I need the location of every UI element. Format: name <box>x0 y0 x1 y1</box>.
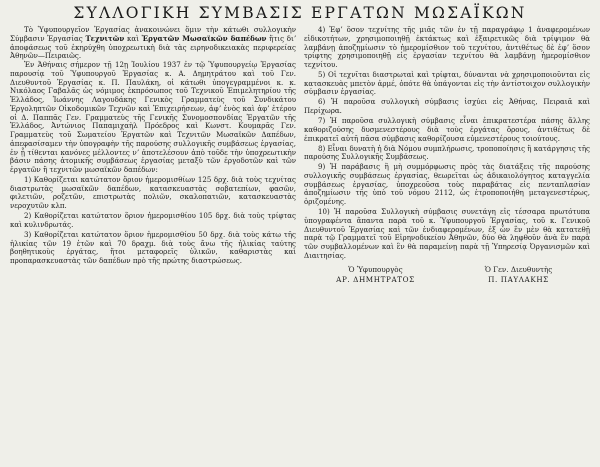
clause-6: 6) Ἡ παροῦσα συλλογικὴ σύμβασις ἰσχύει εἰς Ἀθήνας, Πειραιᾶ καὶ Περίχωρα. <box>304 97 590 116</box>
intro-text: Τὸ Ὑφυπουργεῖον Ἐργασίας ἀνακοινώνει ὅμιν τὴν κάτωθι συλλογικὴν Σύμβασιν Ἐργασίας <box>10 25 296 43</box>
signature-name-left: ΑΡ. ΔΗΜΗΤΡΑΤΟΣ <box>336 274 415 284</box>
text-columns <box>10 26 590 284</box>
signature-roles <box>304 265 590 274</box>
right-column <box>304 26 590 284</box>
clause-4: 4) Ἐφʼ ὅσον τεχνίτης τῆς μιᾶς τῶν ἐν τῇ παραγράφῳ 1 ἀναφερομένων εἰδικοτήτων, χρησιμοποιηθῇ ἐκτάκτως καὶ ἐξαιρετικῶς διὰ τρίψιμον θὰ λαμβάνῃ ἀποζημίωσιν τὸ ἡμερομίσθιον τοῦ τεχνίτου, ἀντιθέτως δὲ ἐφʼ ὅσον τρίφτης χρησιμοποιηθῇ εἰς ἐργασίαν τεχνίτου θὰ λαμβάνῃ ἡμερομίσθιον τεχνίτου. <box>304 25 590 69</box>
intro-text-end: ἥτις διʼ ἀποφάσεως τοῦ ἐκηρύχθη ὑποχρεωτικὴ διὰ τὰς ειρηνοδικειακὰς περιφερείας Ἀθηνῶν—Πειραιῶς. <box>10 33 297 61</box>
clause-7: 7) Ἡ παροῦσα συλλογικὴ σύμβασις εἶναι ἐπικρατεστέρα πάσης ἄλλης καθοριζούσης δυσμενεστέρους διὰ τοὺς ἐργάτας ὅρους, ἀντιθέτως δὲ ἐπικρατεῖ αὐτῆ πᾶσα σύμβασις καθορίζουσα εὐμενεστέρους τοιούτους. <box>304 116 590 143</box>
intro-bold-workers: Ἐργατῶν Μωσαϊκῶν δαπέδων <box>141 33 267 43</box>
clause-3: 3) Καθορίζεται κατώτατον ὅριον ἡμερομισθίου 50 δρχ. διὰ τοὺς κάτω τῆς ἡλικίας τῶν 19 ἐτῶν καὶ 70 δραχμ. διὰ τοὺς ἄνω τῆς ἡλικίας ταύτης βοηθητικοὺς ἐργάτας, ἤτοι μεταφορεῖς ὑλικῶν, καθαριστὰς καὶ προπαρασκευαστὰς τῶν δαπέδων πρὸ τῆς πρώτης διαστρώσεως. <box>10 229 296 266</box>
signature-role-right: Ὁ Γεν. Διευθυντὴς <box>484 264 553 274</box>
intro-paragraph <box>10 26 296 61</box>
clause-9: 9) Ἡ παράβασις ἢ μὴ συμμόρφωσις πρὸς τὰς διατάξεις τῆς παρούσης συλλογικῆς συμβάσεως ἐργασίας, θεωρεῖται ὡς ἀδικαιολόγητος καταγγελία συμβάσεως ἐργασίας, ὑποχρεοῦσα τοὺς παραβάτας εἰς πενταπλασίαν ἀποζημίωσιν τῆς ὑπὸ τοῦ νόμου 2112, ὡς ἐτροποποιήθη μεταγενεστέρως, ὁριζομένης. <box>304 162 590 207</box>
intro-bold-technicians: Τεχνιτῶν <box>85 33 125 43</box>
paragraph-athens: Ἐν Ἀθήναις σήμερον τῇ 12ῃ Ἰουλίου 1937 ἐν τῷ Ὑφυπουργείῳ Ἐργασίας παρουσίᾳ τοῦ Ὑφυπουργοῦ Ἐργασίας κ. Α. Δημητράτου καὶ τοῦ Γεν. Διευθυντοῦ Ἐργασίας κ. Π. Παυλάκη, οἱ κάτωθι ὑπογεγραμμένοι κ. κ. Νικόλαος Γαβαλᾶς ὡς νόμιμος ἐκπρόσωπος τοῦ Τεχνικοῦ Ἐπιμελητηρίου τῆς Ἑλλάδος, Ἰωάννης Λαγουδάκης Γενικὸς Γραμματεὺς τοῦ Συνδικάτου Ἐργοληπτῶν Οἰκοδομικῶν Τεχνῶν καὶ Ἐπιχειρήσεων, ἀφʼ ἑνὸς καὶ ἀφʼ ἑτέρου οἱ Δ. Παππᾶς Γεν. Γραμματεὺς τῆς Γενικῆς Συνομοσπονδίας Ἐργατῶν τῆς Ἑλλάδος, Ἀντώνιος Παπαμιχαὴλ Πρόεδρος καὶ Κωνστ. Κουμαρᾶς Γεν. Γραμματεὺς τοῦ Σωματείου Ἐργατῶν καὶ Τεχνιτῶν Μωσαϊκῶν Δαπέδων, ἀπεφασίσαμεν τὴν ὑπογραφὴν τῆς παρούσης συλλογικῆς συμβάσεως ἐργασίας, ἐν ᾗ τίθενται κανόνες μέλλοντες νʼ ἀποτελέσουν ἀπὸ τοῦδε τὴν ὑποχρεωτικὴν βάσιν πάσης ἀτομικῆς συμβάσεως ἐργασίας μεταξὺ τῶν ἐργοδοτῶν καὶ τῶν ἐργατῶν ἢ τεχνιτῶν μωσαϊκῶν δαπέδων: <box>10 60 296 174</box>
clause-5: 5) Οἱ τεχνῖται διαστρωταὶ καὶ τρίφται, δύνανται νὰ χρησιμοποιοῦνται εἰς κατασκευὰς μπετὸν ἀρμέ, ὁπότε θὰ ὑπάγονται εἰς τὴν ἀντίστοιχον συλλογικὴν σύμβασιν ἐργασίας. <box>304 69 590 97</box>
left-column <box>10 26 296 284</box>
clause-2: 2) Καθορίζεται κατώτατον ὅριον ἡμερομισθίου 105 δρχ. διὰ τοὺς τρίφτας καὶ κυλινδρωτάς. <box>10 211 296 229</box>
intro-text-and: καὶ <box>124 33 142 43</box>
clause-1: 1) Καθορίζεται κατώτατον ὅριον ἡμερομισθίων 125 δρχ. διὰ τοὺς τεχνίτας διαστρωτὰς μωσαϊκῶν δαπέδων, κατασκευαστὰς σοβατεπίων, φασῶν, φιλετιῶν, ροζετῶν, επιστρωτὰς πολιῶν, σκαλοπατιῶν, κατασκευαστὰς νεροχυτῶν κλπ. <box>10 174 296 211</box>
signature-name-right: Π. ΠΑΥΛΑΚΗΣ <box>488 274 549 284</box>
document-title: ΣΥΛΛΟΓΙΚΗ ΣΥΜΒΑΣΙΣ ΕΡΓΑΤΩΝ ΜΩΣΑΪΚΩΝ <box>73 4 527 22</box>
clause-10: 10) Ἡ παροῦσα Συλλογικὴ σύμβασις συνετάγη εἰς τέσσαρα πρωτότυπα ὑπογραφέντα ἅπαντα παρὰ τοῦ κ. Ὑφυπουργοῦ Ἐργασίας, τοῦ κ. Γενικοῦ Διευθυντοῦ Ἐργασίας καὶ τῶν ἐνδιαφερομένων, ἐξ ὧν ἓν μὲν θὰ κατατεθῇ παρὰ τῷ Γραμματεῖ τοῦ Εἰρηνοδικείου Ἀθηνῶν, δύο θὰ ληφθοῦν ἀνὰ ἓν παρὰ τῶν συμβαλλομένων καὶ ἓν θὰ παραμείνῃ παρὰ τῇ Ὑπηρεσίᾳ Ὀργανισμῶν καὶ Διαιτησίας. <box>304 207 590 260</box>
signature-names <box>304 275 590 284</box>
signature-role-left: Ὁ Ὑφυπουργὸς <box>348 264 403 274</box>
clause-8: 8) Εἶναι δυνατὴ ἡ διὰ Νόμου συμπλήρωσις, τροποποίησις ἢ κατάργησις τῆς παρούσης Συλλογικῆς Συμβάσεως. <box>304 143 590 162</box>
